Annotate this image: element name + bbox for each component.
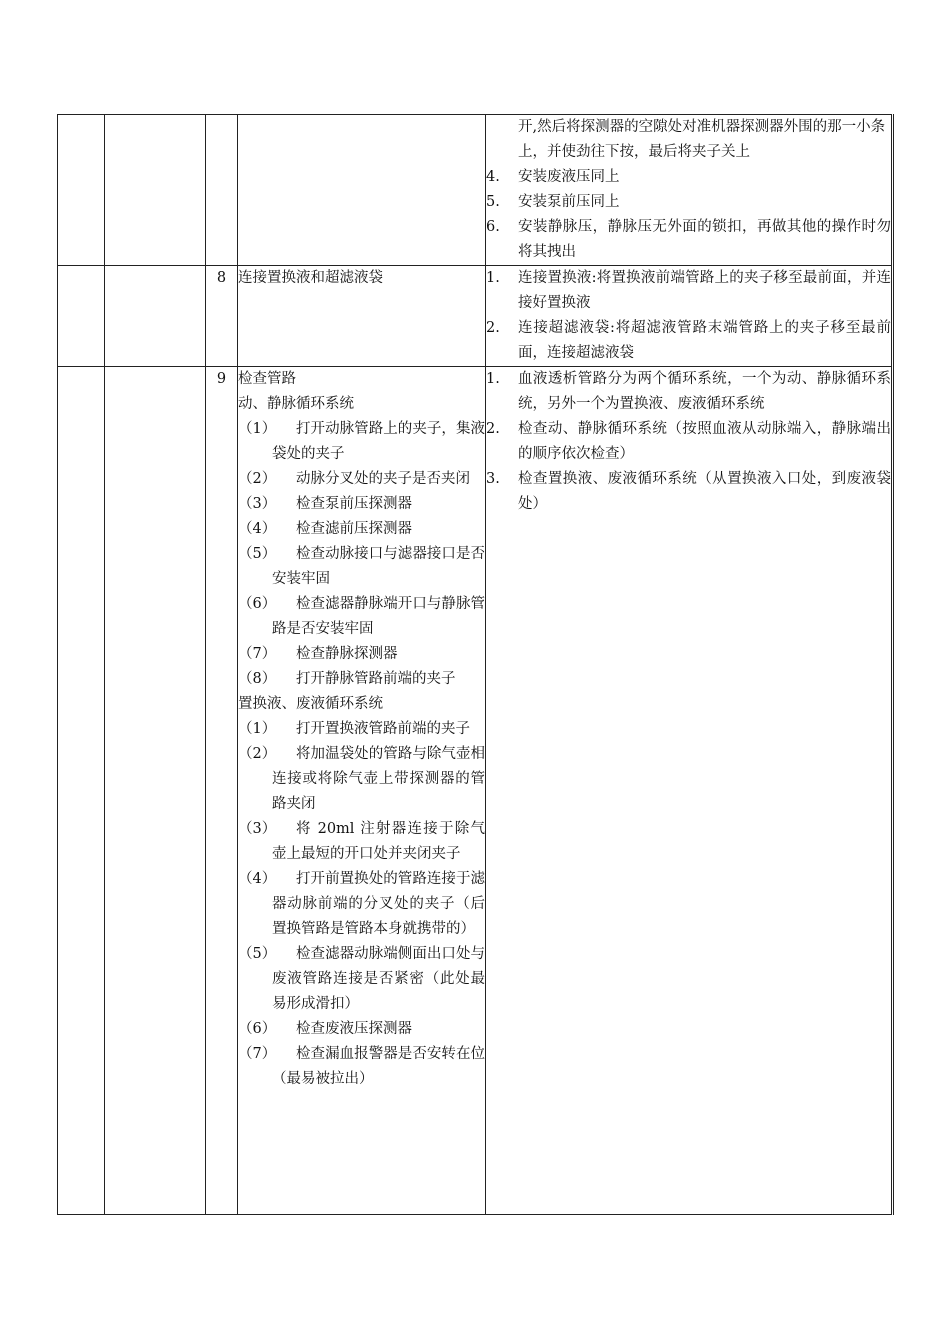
step-cell <box>238 115 486 266</box>
sub-item <box>238 1042 485 1092</box>
detail-cell <box>486 367 893 1215</box>
sub-item-text: 检查滤器动脉端侧面出口处与废液管路连接是否紧密（此处最易形成滑扣） <box>272 946 485 1012</box>
sub-item-number: （3） <box>238 821 277 837</box>
sub-item-number: （8） <box>238 671 277 687</box>
group-title: 置换液、废液循环系统 <box>238 696 383 712</box>
sub-item-number: （6） <box>238 1021 277 1037</box>
step-cell <box>238 266 486 367</box>
sub-item-text: 打开静脉管路前端的夹子 <box>296 671 456 687</box>
list-item <box>486 367 891 417</box>
table-row <box>58 115 893 266</box>
item-number: 2. <box>486 421 500 437</box>
sub-item <box>238 417 485 467</box>
step-number: 8 <box>206 266 238 367</box>
step-number: 9 <box>206 367 238 1215</box>
sub-item <box>238 942 485 1017</box>
table-row <box>58 266 893 367</box>
sub-item <box>238 667 485 692</box>
empty-cell <box>105 115 206 266</box>
sub-item <box>238 742 485 817</box>
sub-item-number: （1） <box>238 721 277 737</box>
sub-item <box>238 717 485 742</box>
sub-item <box>238 492 485 517</box>
sub-item <box>238 867 485 942</box>
empty-cell <box>105 367 206 1215</box>
step-cell <box>238 367 486 1215</box>
empty-cell <box>105 266 206 367</box>
sub-item-number: （7） <box>238 646 277 662</box>
sub-item-text: 打开置换液管路前端的夹子 <box>296 721 470 737</box>
item-text: 连接置换液:将置换液前端管路上的夹子移至最前面，并连接好置换液 <box>518 270 891 311</box>
sub-item-text: 检查废液压探测器 <box>296 1021 412 1037</box>
list-item <box>486 190 891 215</box>
sub-item <box>238 542 485 592</box>
list-item <box>486 316 891 366</box>
sub-item-text: 检查静脉探测器 <box>296 646 398 662</box>
list-item <box>486 165 891 190</box>
item-number: 6. <box>486 219 500 235</box>
item-text: 检查动、静脉循环系统（按照血液从动脉端入，静脉端出的顺序依次检查） <box>518 421 891 462</box>
sub-item-text: 检查滤前压探测器 <box>296 521 412 537</box>
list-item <box>486 266 891 316</box>
table-row <box>58 367 893 1215</box>
sub-item-number: （1） <box>238 421 277 437</box>
sub-item-number: （2） <box>238 471 277 487</box>
sub-item-number: （6） <box>238 596 277 612</box>
sub-item-number: （2） <box>238 746 277 762</box>
sub-item-text: 打开动脉管路上的夹子，集液袋处的夹子 <box>272 421 485 462</box>
item-text: 安装泵前压同上 <box>518 194 620 210</box>
sub-item-text: 将 20ml 注射器连接于除气壶上最短的开口处并夹闭夹子 <box>272 821 485 862</box>
sub-item-text: 检查滤器静脉端开口与静脉管路是否安装牢固 <box>272 596 485 637</box>
item-number: 1. <box>486 371 500 387</box>
item-number: 3. <box>486 471 500 487</box>
sub-item-number: （4） <box>238 871 277 887</box>
list-item <box>486 215 891 265</box>
step-title: 检查管路 <box>238 371 296 387</box>
sub-item <box>238 517 485 542</box>
sub-item <box>238 642 485 667</box>
sub-item-number: （3） <box>238 496 277 512</box>
empty-cell <box>58 266 105 367</box>
sub-item-text: 检查动脉接口与滤器接口是否安装牢固 <box>272 546 485 587</box>
sub-item-text: 将加温袋处的管路与除气壶相连接或将除气壶上带探测器的管路夹闭 <box>272 746 485 812</box>
sub-item-text: 检查泵前压探测器 <box>296 496 412 512</box>
step-title: 连接置换液和超滤液袋 <box>238 270 383 286</box>
item-text: 血液透析管路分为两个循环系统，一个为动、静脉循环系统，另外一个为置换液、废液循环系统 <box>518 371 891 412</box>
sub-item-number: （5） <box>238 546 277 562</box>
sub-item <box>238 592 485 642</box>
sub-item-number: （5） <box>238 946 277 962</box>
list-item <box>486 467 891 517</box>
item-text: 连接超滤液袋:将超滤液管路末端管路上的夹子移至最前面，连接超滤液袋 <box>518 320 891 361</box>
item-text: 安装静脉压，静脉压无外面的锁扣，再做其他的操作时勿将其拽出 <box>518 219 891 260</box>
item-number: 2. <box>486 320 500 336</box>
item-text: 安装废液压同上 <box>518 169 620 185</box>
sub-item <box>238 817 485 867</box>
empty-cell <box>58 115 105 266</box>
sub-item-number: （7） <box>238 1046 277 1062</box>
detail-cell <box>486 266 893 367</box>
procedure-table <box>57 114 894 1215</box>
item-number: 5. <box>486 194 500 210</box>
sub-item-text: 动脉分叉处的夹子是否夹闭 <box>296 471 470 487</box>
list-item <box>486 417 891 467</box>
sub-item <box>238 1017 485 1042</box>
group-title: 动、静脉循环系统 <box>238 396 354 412</box>
sub-item <box>238 467 485 492</box>
sub-item-text: 打开前置换处的管路连接于滤器动脉前端的分叉处的夹子（后置换管路是管路本身就携带的） <box>272 871 485 937</box>
empty-cell <box>58 367 105 1215</box>
item-number: 4. <box>486 169 500 185</box>
item-text: 检查置换液、废液循环系统（从置换液入口处，到废液袋处） <box>518 471 891 512</box>
step-number <box>206 115 238 266</box>
detail-cell <box>486 115 893 266</box>
sub-item-text: 检查漏血报警器是否安转在位（最易被拉出） <box>272 1046 485 1087</box>
sub-item-number: （4） <box>238 521 277 537</box>
continuation-text: 开,然后将探测器的空隙处对准机器探测器外围的那一小条上，并使劲往下按，最后将夹子关上 <box>518 119 886 160</box>
item-number: 1. <box>486 270 500 286</box>
